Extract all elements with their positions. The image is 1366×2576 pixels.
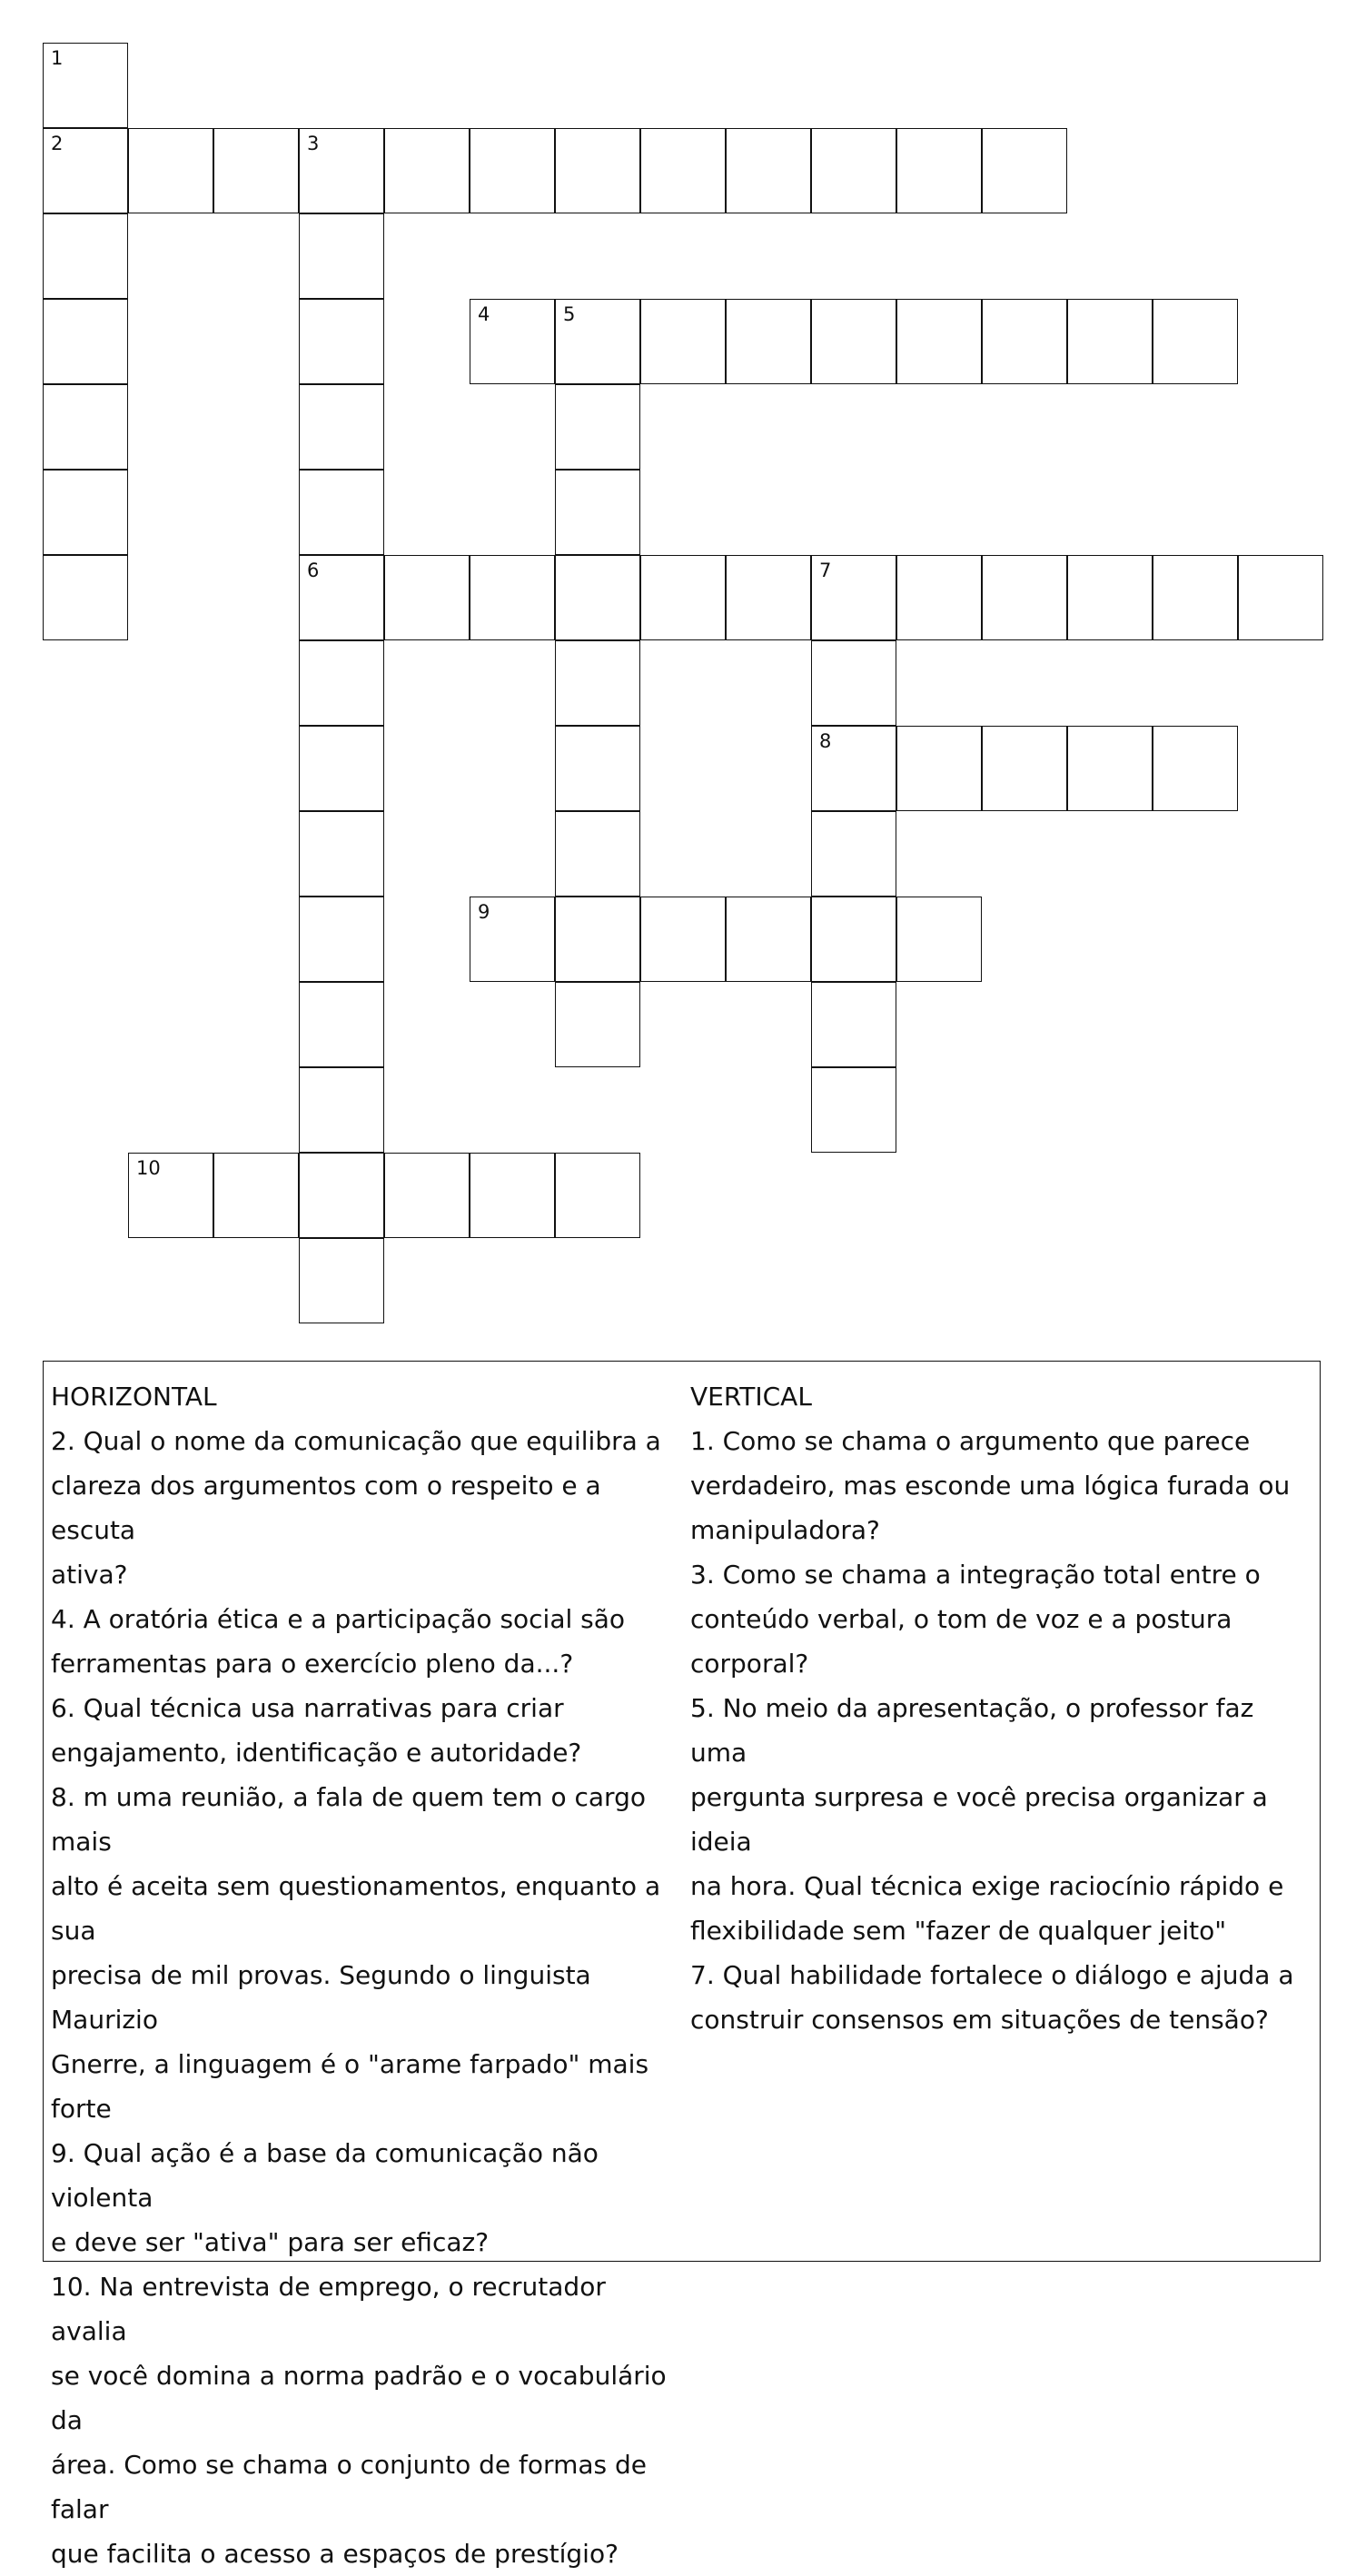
grid-cell[interactable]	[213, 128, 299, 213]
grid-cell[interactable]	[896, 299, 982, 384]
grid-cell[interactable]	[299, 555, 384, 640]
horizontal-clue-line: ferramentas para o exercício pleno da...?	[51, 1649, 574, 1679]
grid-cell[interactable]	[470, 897, 555, 982]
horizontal-clue-line: 8. m uma reunião, a fala de quem tem o cargo mais	[51, 1782, 646, 1857]
horizontal-clue-line: área. Como se chama o conjunto de formas de falar	[51, 2450, 647, 2524]
vertical-clue-line: 3. Como se chama a integração total entre o	[690, 1560, 1261, 1590]
horizontal-clue-line: forte	[51, 2094, 112, 2124]
grid-cell[interactable]	[128, 128, 213, 213]
cell-number: 5	[563, 303, 576, 325]
grid-cell[interactable]	[299, 726, 384, 811]
vertical-clue-line: flexibilidade sem "fazer de qualquer jeito"	[690, 1916, 1227, 1946]
horizontal-clue-lines	[51, 1419, 678, 2576]
grid-cell[interactable]	[640, 299, 726, 384]
grid-cell[interactable]	[299, 811, 384, 897]
vertical-clue-line: 7. Qual habilidade fortalece o diálogo e ajuda a	[690, 1960, 1294, 1990]
horizontal-clue-line: 6. Qual técnica usa narrativas para criar	[51, 1693, 564, 1723]
horizontal-clue-line: ativa?	[51, 1560, 128, 1590]
grid-cell[interactable]	[43, 299, 128, 384]
vertical-clue-line: manipuladora?	[690, 1515, 880, 1545]
grid-cell[interactable]	[726, 555, 811, 640]
grid-cell[interactable]	[555, 640, 640, 726]
vertical-clue-line: corporal?	[690, 1649, 809, 1679]
cell-number: 7	[819, 560, 832, 581]
grid-cell[interactable]	[640, 555, 726, 640]
horizontal-clue-line: 4. A oratória ética e a participação social são	[51, 1604, 626, 1634]
grid-cell[interactable]	[1067, 555, 1153, 640]
cell-number: 1	[51, 47, 64, 69]
grid-cell[interactable]	[640, 897, 726, 982]
grid-cell[interactable]	[299, 640, 384, 726]
cell-number: 10	[136, 1157, 161, 1179]
horizontal-clue-line: precisa de mil provas. Segundo o linguista Maurizio	[51, 1960, 591, 2035]
vertical-clue-line: verdadeiro, mas esconde uma lógica furada ou	[690, 1471, 1291, 1501]
grid-cell[interactable]	[43, 470, 128, 555]
grid-cell[interactable]	[811, 897, 896, 982]
grid-cell[interactable]	[384, 1153, 470, 1238]
grid-cell[interactable]	[811, 555, 896, 640]
cell-number: 3	[307, 133, 320, 154]
horizontal-clue-line: que facilita o acesso a espaços de prestígio?	[51, 2539, 619, 2569]
grid-cell[interactable]	[982, 299, 1067, 384]
vertical-clue-lines	[690, 1419, 1317, 2042]
grid-cell[interactable]	[384, 128, 470, 213]
grid-cell[interactable]	[1153, 299, 1238, 384]
horizontal-clue-line: alto é aceita sem questionamentos, enquanto a sua	[51, 1871, 661, 1946]
grid-cell[interactable]	[43, 43, 128, 128]
grid-cell[interactable]	[299, 982, 384, 1067]
grid-cell[interactable]	[299, 384, 384, 470]
grid-cell[interactable]	[555, 555, 640, 640]
grid-cell[interactable]	[726, 128, 811, 213]
vertical-clue-line: 1. Como se chama o argumento que parece	[690, 1426, 1251, 1456]
vertical-clue-line: construir consensos em situações de tensão?	[690, 2005, 1269, 2035]
horizontal-clue-line: 9. Qual ação é a base da comunicação não violenta	[51, 2138, 599, 2213]
grid-cell[interactable]	[896, 726, 982, 811]
grid-cell[interactable]	[299, 470, 384, 555]
grid-cell[interactable]	[555, 384, 640, 470]
horizontal-clue-line: se você domina a norma padrão e o vocabulário da	[51, 2361, 667, 2435]
horizontal-clue-line: clareza dos argumentos com o respeito e a escuta	[51, 1471, 601, 1545]
grid-cell[interactable]	[555, 811, 640, 897]
grid-cell[interactable]	[640, 128, 726, 213]
grid-cell[interactable]	[1067, 299, 1153, 384]
cell-number: 9	[478, 901, 490, 923]
grid-cell[interactable]	[811, 811, 896, 897]
vertical-clue-line: pergunta surpresa e você precisa organizar a ideia	[690, 1782, 1268, 1857]
grid-cell[interactable]	[555, 726, 640, 811]
clues-box	[43, 1361, 1321, 2569]
grid-cell[interactable]	[811, 299, 896, 384]
grid-cell[interactable]	[43, 384, 128, 470]
grid-cell[interactable]	[43, 555, 128, 640]
grid-cell[interactable]	[384, 555, 470, 640]
grid-cell[interactable]	[811, 1067, 896, 1153]
grid-cell[interactable]	[1238, 555, 1323, 640]
grid-cell[interactable]	[896, 128, 982, 213]
horizontal-clue-line: 2. Qual o nome da comunicação que equilibra a	[51, 1426, 661, 1456]
grid-cell[interactable]	[982, 128, 1067, 213]
cell-number: 6	[307, 560, 320, 581]
cell-number: 8	[819, 730, 832, 752]
horizontal-clue-line: engajamento, identificação e autoridade?	[51, 1738, 582, 1768]
grid-cell[interactable]	[299, 1238, 384, 1323]
vertical-clues	[690, 1374, 1317, 2042]
grid-cell[interactable]	[299, 128, 384, 213]
grid-cell[interactable]	[811, 726, 896, 811]
grid-cell[interactable]	[1067, 726, 1153, 811]
grid-cell[interactable]	[1153, 555, 1238, 640]
grid-cell[interactable]	[555, 470, 640, 555]
grid-cell[interactable]	[128, 1153, 213, 1238]
grid-cell[interactable]	[299, 299, 384, 384]
grid-cell[interactable]	[896, 555, 982, 640]
grid-cell[interactable]	[470, 128, 555, 213]
grid-cell[interactable]	[982, 555, 1067, 640]
grid-cell[interactable]	[726, 299, 811, 384]
grid-cell[interactable]	[896, 897, 982, 982]
cell-number: 4	[478, 303, 490, 325]
grid-cell[interactable]	[811, 640, 896, 726]
vertical-clue-line: conteúdo verbal, o tom de voz e a postura	[690, 1604, 1232, 1634]
cell-number: 2	[51, 133, 64, 154]
grid-cell[interactable]	[726, 897, 811, 982]
grid-cell[interactable]	[299, 897, 384, 982]
grid-cell[interactable]	[470, 555, 555, 640]
grid-cell[interactable]	[299, 213, 384, 299]
vertical-title: VERTICAL	[690, 1382, 812, 1412]
vertical-clue-line: 5. No meio da apresentação, o professor faz uma	[690, 1693, 1254, 1768]
vertical-clue-line: na hora. Qual técnica exige raciocínio rápido e	[690, 1871, 1284, 1901]
grid-cell[interactable]	[811, 128, 896, 213]
horizontal-clue-line: Gnerre, a linguagem é o "arame farpado" mais	[51, 2049, 649, 2079]
horizontal-title: HORIZONTAL	[51, 1382, 217, 1412]
grid-cell[interactable]	[43, 213, 128, 299]
grid-cell[interactable]	[982, 726, 1067, 811]
horizontal-clue-line: 10. Na entrevista de emprego, o recrutador avalia	[51, 2272, 606, 2346]
grid-cell[interactable]	[470, 1153, 555, 1238]
grid-cell[interactable]	[213, 1153, 299, 1238]
horizontal-clues	[51, 1374, 678, 2576]
grid-cell[interactable]	[811, 982, 896, 1067]
grid-cell[interactable]	[555, 897, 640, 982]
grid-cell[interactable]	[555, 128, 640, 213]
horizontal-clue-line: e deve ser "ativa" para ser eficaz?	[51, 2227, 490, 2257]
grid-cell[interactable]	[555, 982, 640, 1067]
grid-cell[interactable]	[299, 1067, 384, 1153]
grid-cell[interactable]	[299, 1153, 384, 1238]
grid-cell[interactable]	[470, 299, 555, 384]
grid-cell[interactable]	[555, 299, 640, 384]
grid-cell[interactable]	[1153, 726, 1238, 811]
grid-cell[interactable]	[43, 128, 128, 213]
grid-cell[interactable]	[555, 1153, 640, 1238]
